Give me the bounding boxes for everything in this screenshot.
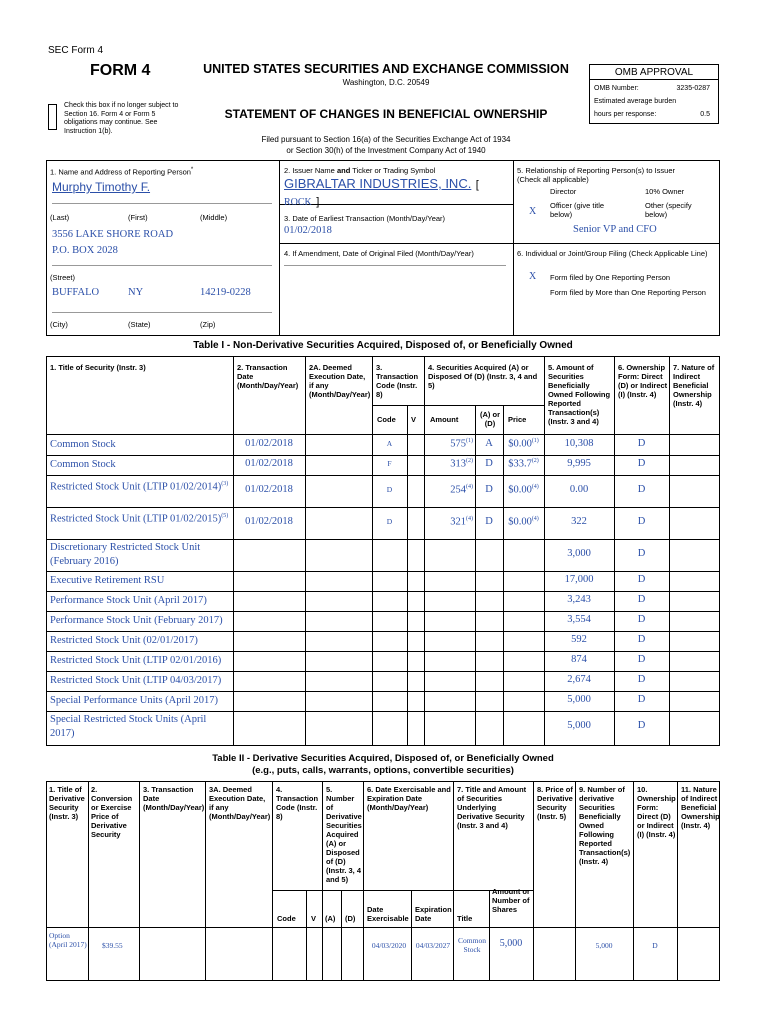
t1-row-owned: 9,995 [567,458,591,469]
zip-value: 14219-0228 [200,287,251,298]
t1-row-form: D [637,484,646,495]
issuer-name[interactable]: GIBRALTAR INDUSTRIES, INC. [284,176,472,191]
t1-row-title: Special Performance Units (April 2017) [50,695,218,706]
form-title: FORM 4 [90,62,151,79]
t1-row-title: Special Restricted Stock Units (April 2017) [50,714,207,739]
commission-title: UNITED STATES SECURITIES AND EXCHANGE COMMISSION [203,62,569,76]
t1-row-owned: 2,674 [567,674,591,685]
t1-row-owned: 5,000 [567,694,591,705]
state-label: (State) [128,320,151,329]
t1-row-amount: 313$^{(2)}$ [450,458,473,470]
officer-option[interactable]: Officer (give title below) [550,201,605,219]
table2-title-2: (e.g., puts, calls, warrants, options, convertible securities) [252,765,514,776]
t2-sub-date-ex: Date Exercisable [367,905,409,923]
t2-sub-code: Code [277,914,296,923]
omb-number-value: 3235-0287 [676,85,710,92]
row-divider [46,651,720,652]
t1-row-form: D [637,516,646,527]
other-option[interactable]: Other (specify below) [645,201,692,219]
location: Washington, D.C. 20549 [342,78,430,87]
t1-row-date: 01/02/2018 [245,516,293,527]
street-label: (Street) [50,273,76,282]
t1-row-aord: A [485,438,493,449]
first-label: (First) [128,213,148,222]
statement-title: STATEMENT OF CHANGES IN BENEFICIAL OWNERSHIP [224,107,548,121]
omb-hours-value: 0.5 [700,111,710,118]
middle-label: (Middle) [200,213,228,222]
reporting-person-name[interactable]: Murphy Timothy F. [52,180,151,194]
box4-label: 4. If Amendment, Date of Original Filed (Month/Day/Year) [284,249,474,258]
t1-sub-v: V [411,415,417,424]
t1-row-aord: D [485,484,493,495]
t1-row-form: D [637,720,646,731]
t2-h-price: 2. Conversion or Exercise Price of Derivative Security [91,785,133,839]
state-value: NY [128,287,144,298]
box3-label: 3. Date of Earliest Transaction (Month/Day/Year) [284,214,446,223]
t2-sub-v: V [311,914,317,923]
t1-row-code: F [387,459,392,468]
t1-row-date: 01/02/2018 [245,438,293,449]
t2-row-exp: 04/03/2027 [415,941,451,950]
officer-title: Senior VP and CFO [573,224,657,235]
t2-h-exercisable: 6. Date Exercisable and Expiration Date (Month/Day/Year) [367,785,451,812]
t2-sub-exp: Expiration Date [415,905,452,923]
sec-form-label: SEC Form 4 [48,45,104,56]
box2-label: 2. Issuer Name and Ticker or Trading Symbol [284,166,436,175]
t2-row-price: $39.55 [102,941,123,950]
t1-row-title: Restricted Stock Unit (LTIP 04/03/2017) [50,675,222,686]
omb-number-label: OMB Number: [594,85,639,92]
row-divider [46,711,720,712]
t1-row-owned: 3,554 [567,614,591,625]
t2-sub-amount: Amount or Number of Shares [492,887,530,914]
t2-sub-title: Title [457,914,473,923]
t1-row-owned: 322 [571,516,587,527]
t1-h-form: 6. Ownership Form: Direct (D) or Indirect (I) (Instr. 4) [618,363,668,399]
omb-approval-box [589,64,719,124]
last-label: (Last) [50,213,70,222]
t1-row-price: $0.00$^{(1)}$ [508,438,539,450]
t2-sub-d: (D) [345,914,356,923]
t1-sub-amount: Amount [430,415,459,424]
zip-label: (Zip) [200,320,216,329]
t1-row-form: D [637,674,646,685]
earliest-transaction-date: 01/02/2018 [284,225,332,236]
t1-row-title: Restricted Stock Unit (LTIP 01/02/2014)$^{(3)}$ [50,481,229,493]
filed-pursuant-2: or Section 30(h) of the Investment Company Act of 1940 [286,146,486,155]
t1-row-aord: D [485,516,493,527]
t1-h-title: 1. Title of Security (Instr. 3) [50,363,146,372]
t1-row-code: D [386,485,393,494]
t2-h-underlying: 7. Title and Amount of Securities Underlying Derivative Security (Instr. 3 and 4) [457,785,527,830]
ticker-symbol: ROCK [284,197,312,208]
address-line-2: P.O. BOX 2028 [52,245,118,256]
t1-row-title: Discretionary Restricted Stock Unit (February 2016) [50,542,201,567]
t1-row-amount: 254$^{(4)}$ [450,484,473,496]
ten-pct-owner-option[interactable]: 10% Owner [645,187,685,196]
table2-title-1: Table II - Derivative Securities Acquired, Disposed of, or Beneficially Owned [212,753,554,764]
t1-sub-aord: (A) or (D) [480,410,500,428]
box1-label: 1. Name and Address of Reporting Person* [50,167,194,177]
one-person-mark: X [529,271,537,282]
t1-row-owned: 10,308 [564,438,594,449]
no-longer-subject-checkbox[interactable] [48,104,57,130]
t1-row-owned: 17,000 [564,574,594,585]
t1-row-form: D [637,694,646,705]
t1-row-amount: 321$^{(4)}$ [450,516,473,528]
t2-row-u-amount: 5,000 [499,938,523,949]
t1-row-amount: 575$^{(1)}$ [450,438,473,450]
t1-h-owned: 5. Amount of Securities Beneficially Owned Following Reported Transaction(s) (Instr. 3 and 4) [548,363,611,426]
director-option[interactable]: Director [550,187,577,196]
t2-h-form: 10. Ownership Form: Direct (D) or Indirect (I) (Instr. 4) [637,785,676,839]
t1-h-date: 2. Transaction Date (Month/Day/Year) [237,363,299,390]
t2-h-nature: 11. Nature of Indirect Beneficial Ownership (Instr. 4) [681,785,720,830]
t1-row-price: $33.7$^{(2)}$ [508,458,539,470]
t1-h-deemed: 2A. Deemed Execution Date, if any (Month/Day/Year) [309,363,371,399]
t1-row-form: D [637,634,646,645]
filed-pursuant-1: Filed pursuant to Section 16(a) of the Securities Exchange Act of 1934 [261,135,511,144]
t1-row-price: $0.00$^{(4)}$ [508,516,539,528]
t1-row-title: Executive Retirement RSU [50,575,165,586]
omb-burden-label: Estimated average burden [594,98,677,105]
t2-h-number: 5. Number of Derivative Securities Acquired (A) or Disposed of (D) (Instr. 3, 4 and 5) [326,785,362,884]
omb-hours-label: hours per response: [594,111,657,118]
t1-sub-price: Price [508,415,527,424]
t2-h-owned: 9. Number of derivative Securities Beneficially Owned Following Reported Transaction(s) (Instr. 4) [579,785,631,866]
row-divider [46,691,720,692]
row-divider [46,611,720,612]
box5-sub: (Check all applicable) [517,175,589,184]
multiple-persons-option[interactable]: Form filed by More than One Reporting Person [550,288,706,297]
issuer-line [284,176,510,211]
t1-sub-code: Code [377,415,396,424]
t1-row-aord: D [485,458,493,469]
city-label: (City) [50,320,68,329]
t1-row-owned: 5,000 [567,720,591,731]
t2-h-title: 1. Title of Derivative Security (Instr. 3) [49,785,85,821]
row-divider [46,571,720,572]
t1-h-securities: 4. Securities Acquired (A) or Disposed Of (D) (Instr. 3, 4 and 5) [428,363,538,390]
t1-row-form: D [637,438,646,449]
t2-h-deemed: 3A. Deemed Execution Date, if any (Month/Day/Year) [209,785,271,821]
t1-row-form: D [637,654,646,665]
t1-row-title: Common Stock [50,439,116,450]
t2-row-form: D [652,941,658,950]
table1-title: Table I - Non-Derivative Securities Acquired, Disposed of, or Beneficially Owned [193,340,573,351]
ticker-bracket-close: ] [316,196,320,208]
t1-row-title: Restricted Stock Unit (02/01/2017) [50,635,198,646]
address-line-1: 3556 LAKE SHORE ROAD [52,229,174,240]
t1-row-title: Common Stock [50,459,116,470]
row-divider [46,507,720,508]
t1-row-title: Performance Stock Unit (February 2017) [50,615,223,626]
t1-row-form: D [637,614,646,625]
t1-h-code: 3. Transaction Code (Instr. 8) [376,363,419,399]
t1-row-form: D [637,458,646,469]
t1-row-owned: 3,243 [567,594,591,605]
t1-row-code: D [386,517,393,526]
t1-row-date: 01/02/2018 [245,484,293,495]
row-divider [46,671,720,672]
t2-h-deriv-price: 8. Price of Derivative Security (Instr. 5) [537,785,573,821]
row-divider [46,539,720,540]
row-divider [46,631,720,632]
t1-row-owned: 0.00 [569,484,589,495]
t1-row-title: Restricted Stock Unit (LTIP 02/01/2016) [50,655,222,666]
t2-row-title: Option (April 2017) [49,931,87,949]
t2-h-code: 4. Transaction Code (Instr. 8) [276,785,319,821]
officer-mark: X [529,206,537,217]
row-divider [46,591,720,592]
t1-row-form: D [637,594,646,605]
t1-row-form: D [637,548,646,559]
t2-row-date-ex: 04/03/2020 [371,941,407,950]
row-divider [46,475,720,476]
t1-h-nature: 7. Nature of Indirect Beneficial Ownership (Instr. 4) [673,363,715,408]
one-person-option[interactable]: Form filed by One Reporting Person [550,273,671,282]
city-value: BUFFALO [52,287,100,298]
t1-row-owned: 3,000 [567,548,591,559]
t1-row-owned: 874 [571,654,587,665]
t1-row-title: Restricted Stock Unit (LTIP 01/02/2015)$^{(5)}$ [50,513,229,525]
t2-row-u-title: Common Stock [458,936,486,954]
box6-label: 6. Individual or Joint/Group Filing (Check Applicable Line) [517,249,708,258]
t1-row-date: 01/02/2018 [245,458,293,469]
t1-row-owned: 592 [571,634,587,645]
t1-row-title: Performance Stock Unit (April 2017) [50,595,207,606]
t2-h-date: 3. Transaction Date (Month/Day/Year) [143,785,205,812]
checkbox-text: Check this box if no longer subject to Section 16. Form 4 or Form 5 obligations may continue. See Instruction 1(b). [64,102,179,135]
row-divider [46,455,720,456]
box5-label: 5. Relationship of Reporting Person(s) to Issuer [517,166,675,175]
omb-title: OMB APPROVAL [590,65,718,80]
t2-sub-a: (A) [325,914,336,923]
ticker-bracket-open: [ [475,179,479,191]
t2-row-owned: 5,000 [595,941,613,950]
t1-row-code: A [386,439,393,448]
t1-row-form: D [637,574,646,585]
t1-row-price: $0.00$^{(4)}$ [508,484,539,496]
